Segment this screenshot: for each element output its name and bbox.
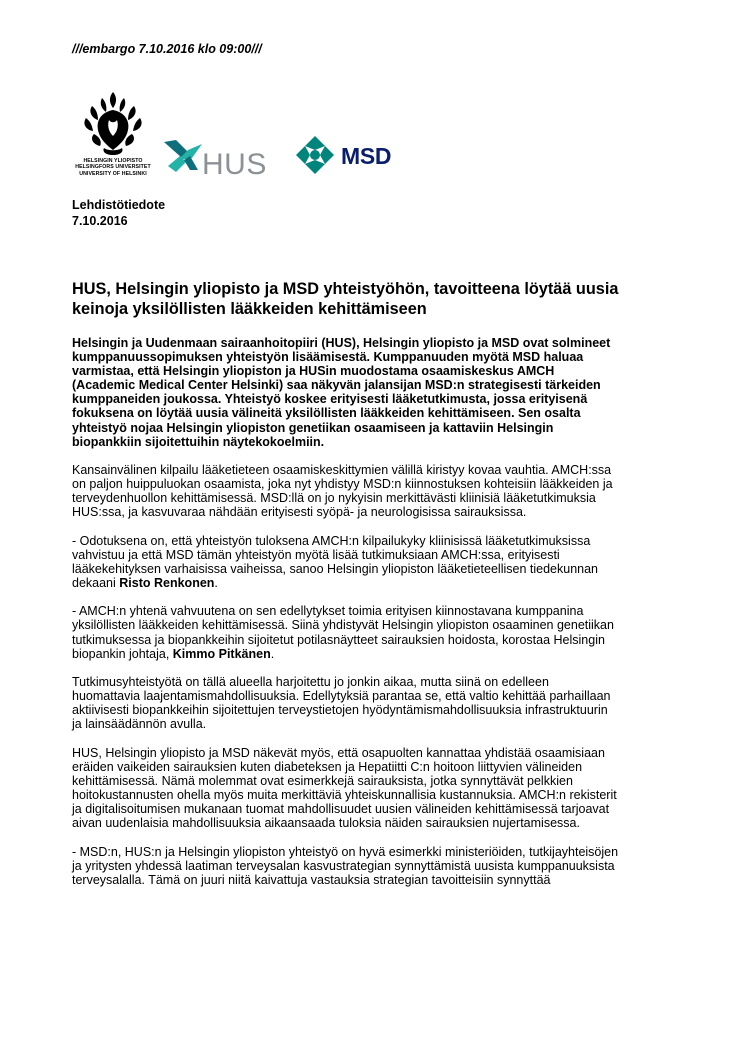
release-type: Lehdistötiedote (72, 198, 166, 212)
text-line: eräiden vaikeiden sairauksien kuten diabeteksen ja Hepatiitti C:n hoitoon liittyvien välineiden (72, 759, 583, 774)
university-name-sv: HELSINGFORS UNIVERSITET (75, 164, 151, 171)
text-line: kumppanuussopimuksen yhteistyön lisäämisestä. Kumppanuuden myötä MSD haluaa (72, 350, 584, 365)
text-line: Tutkimusyhteistyötä on tällä alueella harjoitettu jo jonkin aikaa, mutta siinä on edelleen (72, 675, 549, 690)
university-of-helsinki-logo (72, 90, 154, 186)
text-line: (Academic Medical Center Helsinki) saa näkyvän jalansijan MSD:n strategisesti tärkeiden (72, 378, 601, 393)
text-line: ja yritysten yhdessä laatiman terveysalan kasvustrategian synnyttämistä uusista kumppanuuksista (72, 858, 615, 873)
text-line (72, 576, 684, 590)
quote-paragraph (72, 534, 684, 590)
text-line: - Odotuksena on, että yhteistyön tuloksena AMCH:n kilpailukyky kliinisissä lääketutkimuksissa (72, 533, 591, 548)
punctuation: . (270, 646, 275, 661)
speaker-name: Risto Renkonen (119, 576, 215, 590)
headline-line: keinoja yksilöllisten lääkkeiden kehittämiseen (72, 300, 427, 318)
university-name-lines (72, 158, 154, 177)
text-line: kumppaneiden joukossa. Yhteistyö koskee erityisesti lääketutkimusta, jossa erityisenä (72, 392, 588, 407)
text-line: HUS:ssa, ja kasvuvaraa nähdään erityisesti syöpä- ja neurologisissa sairauksissa. (72, 505, 527, 520)
punctuation: . (214, 576, 218, 590)
msd-logo (294, 134, 406, 178)
body-paragraph (72, 675, 684, 731)
text-line: - AMCH:n yhtenä vahvuutena on sen edellytykset toimia erityisen kiinnostavana kumppanina (72, 604, 584, 619)
text-line: ja lainsäädännön avulla. (72, 717, 207, 732)
quote-paragraph (72, 604, 684, 660)
logo-row (72, 90, 432, 190)
msd-wordmark: MSD (341, 143, 392, 169)
lead-paragraph (72, 336, 684, 449)
text-line: varmistaa, että Helsingin yliopiston ja HUSin muodostama osaamiskeskus AMCH (72, 364, 555, 379)
quote-paragraph (72, 845, 684, 887)
text-line: vahvistuu ja että MSD tämän yhteistyön myötä lisää tutkimuksiaan AMCH:ssa, erityisesti (72, 547, 560, 562)
text-line: aktiivisesti biopankkeihin sijoitettujen terveystietojen hyödyntämismahdollisuuksia infrastruktuurin (72, 703, 608, 718)
text-line: yksilöllisten lääkkeiden kehittämisessä. Siinä yhdistyvät Helsingin yliopiston osaaminen genetiikan (72, 618, 614, 633)
embargo-notice: ///embargo 7.10.2016 klo 09:00/// (72, 42, 262, 56)
article-body (72, 336, 684, 901)
hus-wordmark: HUS (202, 148, 267, 181)
speaker-title: biopankin johtaja, (72, 646, 173, 661)
text-line: kehittämisessä. Nämä molemmat ovat esimerkkejä sairauksista, jotka synnyttävät pelkkien (72, 773, 573, 788)
text-line: tutkimuksessa ja biopankkeihin sijoitetut potilasnäytteet sairauksien hoidosta, korostaa Helsingin (72, 632, 605, 647)
text-line: lääkekehityksen varhaisissa vaiheissa, sanoo Helsingin yliopiston lääketieteellisen tiedekunnan (72, 561, 599, 576)
text-line: terveysalalla. Tämä on juuri niitä kaivattuja vastauksia strategian tavoitteisiin synnyttää (72, 872, 551, 887)
text-line: ja digitalisoitumisen mukanaan tuomat mahdollisuudet uusien välineiden kehittämisessä tarjoavat (72, 802, 610, 817)
text-line: Helsingin ja Uudenmaan sairaanhoitopiiri (HUS), Helsingin yliopisto ja MSD ovat solmineet (72, 336, 611, 350)
university-name-en: UNIVERSITY OF HELSINKI (79, 170, 147, 177)
speaker-title: dekaani (72, 576, 120, 590)
text-line: - MSD:n, HUS:n ja Helsingin yliopiston yhteistyö on hyvä esimerkki ministeriöiden, tutkijayhteisöjen (72, 844, 619, 859)
text-line: Kansainvälinen kilpailu lääketieteen osaamiskeskittymien välillä kiristyy kovaa vauhtia. AMCH:ssa (72, 463, 612, 478)
headline (72, 279, 682, 319)
text-line: terveydenhuollon kehittämisessä. MSD:llä on jo nykyisin merkittävästi kliinisiä lääketutkimuksia (72, 491, 596, 506)
text-line: hoitokustannusten ohella myös muita merkittäviä yhteiskunnallisia kustannuksia. AMCH:n rekisterit (72, 788, 617, 803)
text-line: biopankkiin sijoitettuihin näytekokoelmiin. (72, 434, 325, 449)
msd-diamond-icon (294, 134, 336, 176)
text-line: fokuksena on löytää uusia välineitä yksilöllisten lääkkeiden kehittämiseen. Sen osalta (72, 406, 581, 421)
text-line (72, 647, 684, 661)
speaker-name: Kimmo Pitkänen (172, 646, 271, 661)
text-line: huomattavia laajentamismahdollisuuksia. Edellytyksiä parantaa se, että valtio kehittää parhaillaan (72, 689, 611, 704)
hus-logo (162, 136, 272, 181)
helsinki-university-flame-icon (72, 90, 154, 156)
headline-line: HUS, Helsingin yliopisto ja MSD yhteistyöhön, tavoitteena löytää uusia (72, 280, 619, 298)
university-name-fi: HELSINGIN YLIOPISTO (83, 158, 143, 164)
release-info (72, 197, 165, 229)
hus-x-icon (162, 136, 204, 176)
body-paragraph (72, 463, 684, 519)
text-line: HUS, Helsingin yliopisto ja MSD näkevät myös, että osapuolten kannattaa yhdistää osaamisiaan (72, 745, 605, 760)
text-line: on paljon huippuluokan osaamista, joka nyt yhdistyy MSD:n kiinnostuksen kohteisiin lääkkeiden ja (72, 477, 613, 492)
text-line: yhteistyö nojaa Helsingin yliopiston genetiikan osaamiseen ja kattaviin Helsingin (72, 420, 554, 435)
release-date: 7.10.2016 (72, 214, 128, 228)
text-line: aivan uudenlaisia mahdollisuuksia aikaansaada tuloksia näiden sairauksien nujertamisessa. (72, 816, 580, 831)
body-paragraph (72, 746, 684, 831)
